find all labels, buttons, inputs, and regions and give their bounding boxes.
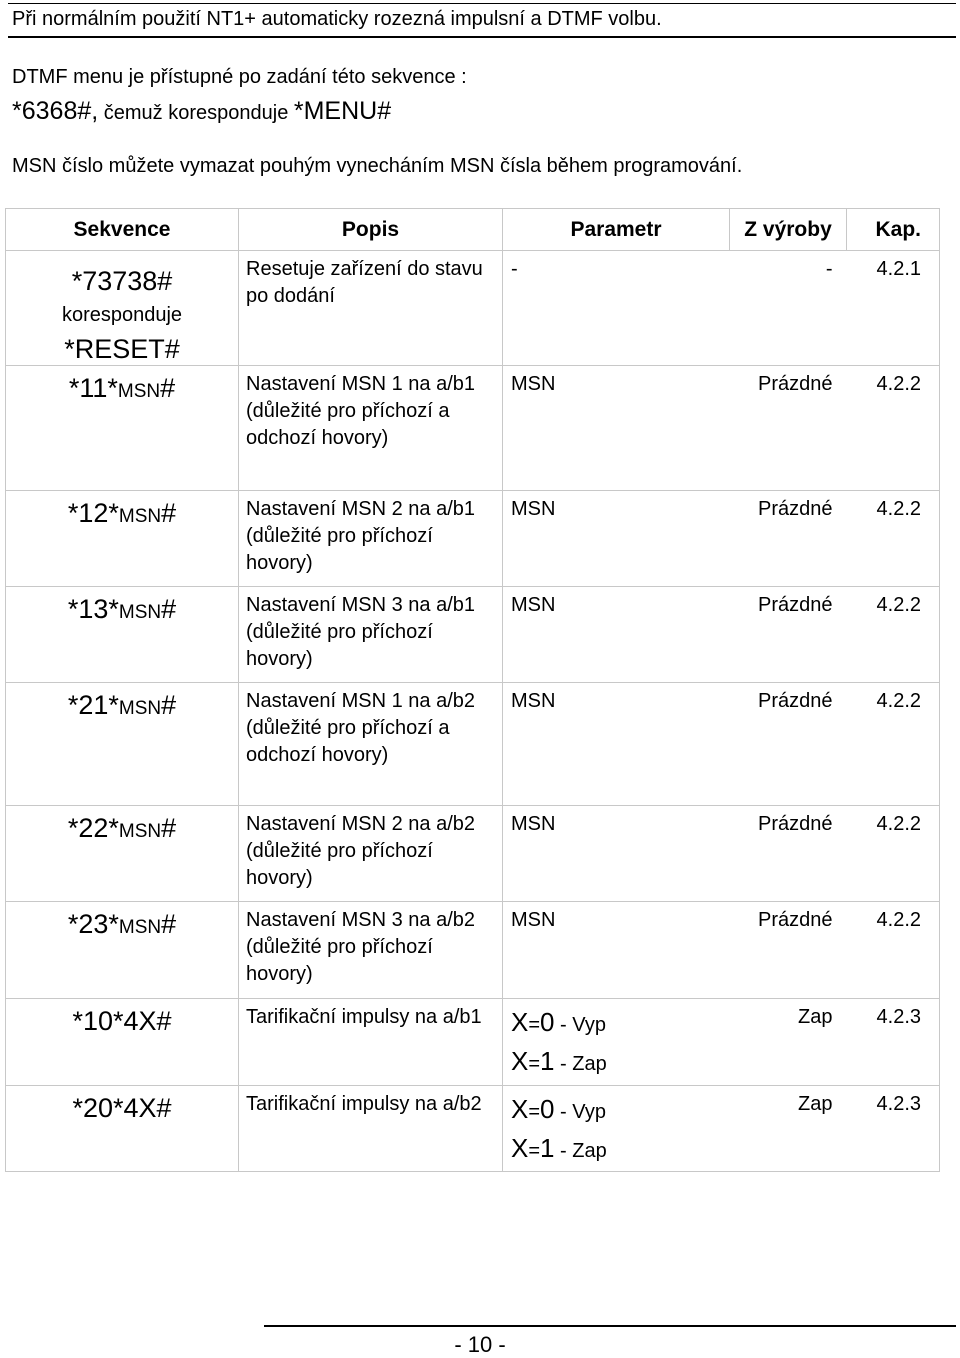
- sequence-cell: [6, 251, 239, 366]
- default-cell: Prázdné: [730, 366, 847, 491]
- code-prefix: *22*: [67, 813, 119, 843]
- menu-code: *MENU#: [293, 97, 392, 125]
- intro-mid-text: čemuž koresponduje: [98, 102, 294, 124]
- header-sequence: Sekvence: [6, 209, 239, 251]
- param-value: 1: [540, 1046, 555, 1076]
- code-prefix: *12*: [67, 498, 119, 528]
- param-eq: =: [528, 1140, 541, 1162]
- sequence-cell: [6, 902, 239, 999]
- default-cell: Zap: [730, 1086, 847, 1172]
- code-suffix: #: [161, 909, 177, 939]
- table-row: [6, 491, 940, 587]
- default-cell: Prázdné: [730, 491, 847, 587]
- parameter-cell: MSN: [503, 366, 730, 491]
- code-prefix: *23*: [67, 909, 119, 939]
- header-text: Při normálním použití NT1+ automaticky rozezná impulsní a DTMF volbu.: [12, 8, 662, 30]
- description-cell: Tarifikační impulsy na a/b2: [239, 1086, 503, 1172]
- code-suffix: #: [161, 498, 177, 528]
- sequence-cell: [6, 806, 239, 902]
- description-cell: Nastavení MSN 2 na a/b1 (důležité pro příchozí hovory): [239, 491, 503, 587]
- param-text: - Vyp: [554, 1014, 606, 1036]
- code-suffix: #: [160, 373, 176, 403]
- parameter-cell: MSN: [503, 806, 730, 902]
- intro-line-3: MSN číslo můžete vymazat pouhým vynecháním MSN čísla během programování.: [12, 155, 743, 177]
- description-cell: Nastavení MSN 3 na a/b1 (důležité pro příchozí hovory): [239, 587, 503, 683]
- param-x: X: [511, 1094, 529, 1124]
- chapter-cell: 4.2.3: [847, 999, 940, 1086]
- param-value: 0: [540, 1007, 555, 1037]
- footer-rule: [264, 1325, 956, 1327]
- parameter-cell: MSN: [503, 587, 730, 683]
- param-x: X: [511, 1133, 529, 1163]
- sequence-cell: [6, 366, 239, 491]
- table-row: [6, 806, 940, 902]
- code-prefix: *13*: [67, 594, 119, 624]
- param-option-1: [511, 1043, 724, 1082]
- parameter-cell: MSN: [503, 491, 730, 587]
- parameter-cell: [503, 999, 730, 1086]
- description-cell: Nastavení MSN 1 na a/b1 (důležité pro příchozí a odchozí hovory): [239, 366, 503, 491]
- code-msn: MSN: [117, 381, 161, 402]
- parameter-cell: MSN: [503, 683, 730, 806]
- code-msn: MSN: [118, 917, 162, 938]
- header-parameter: Parametr: [503, 209, 730, 251]
- default-cell: -: [730, 251, 847, 366]
- description-cell: Resetuje zařízení do stavu po dodání: [239, 251, 503, 366]
- parameter-cell: -: [503, 251, 730, 366]
- table-row: [6, 587, 940, 683]
- default-cell: Zap: [730, 999, 847, 1086]
- header-default: Z výroby: [730, 209, 847, 251]
- intro-line-1: DTMF menu je přístupné po zadání této sekvence :: [12, 66, 467, 88]
- page-number: - 10 -: [454, 1332, 506, 1357]
- param-option-0: [511, 1091, 724, 1130]
- sequence-cell: [6, 491, 239, 587]
- chapter-cell: 4.2.1: [847, 251, 940, 366]
- top-rule: [8, 3, 956, 4]
- code-prefix: *21*: [67, 690, 119, 720]
- description-cell: Nastavení MSN 3 na a/b2 (důležité pro příchozí hovory): [239, 902, 503, 999]
- param-option-1: [511, 1130, 724, 1169]
- code-msn: MSN: [118, 698, 162, 719]
- intro-line-2: [12, 96, 391, 128]
- param-x: X: [511, 1007, 529, 1037]
- table-row: [6, 366, 940, 491]
- code-msn: MSN: [118, 821, 162, 842]
- table-header-row: [6, 209, 940, 251]
- code-suffix: #: [161, 813, 177, 843]
- chapter-cell: 4.2.2: [847, 366, 940, 491]
- description-cell: Nastavení MSN 1 na a/b2 (důležité pro příchozí a odchozí hovory): [239, 683, 503, 806]
- sequence-cell: *20*4X#: [6, 1086, 239, 1172]
- sequence-sub: koresponduje: [61, 304, 183, 326]
- code-msn: MSN: [118, 506, 162, 527]
- default-cell: Prázdné: [730, 902, 847, 999]
- description-cell: Tarifikační impulsy na a/b1: [239, 999, 503, 1086]
- param-value: 0: [540, 1094, 555, 1124]
- param-option-0: [511, 1004, 724, 1043]
- code-suffix: #: [161, 690, 177, 720]
- param-eq: =: [528, 1101, 541, 1123]
- table-row: [6, 1086, 940, 1172]
- sequence-code: *73738#: [71, 266, 173, 296]
- table-row: [6, 251, 940, 366]
- chapter-cell: 4.2.3: [847, 1086, 940, 1172]
- sequence-cell: [6, 587, 239, 683]
- param-value: 1: [540, 1133, 555, 1163]
- param-eq: =: [528, 1014, 541, 1036]
- chapter-cell: 4.2.2: [847, 806, 940, 902]
- sequence-alt: *RESET#: [64, 334, 180, 364]
- dtmf-code: *6368#,: [12, 97, 99, 125]
- parameter-cell: [503, 1086, 730, 1172]
- sequence-cell: [6, 683, 239, 806]
- code-suffix: #: [161, 594, 177, 624]
- chapter-cell: 4.2.2: [847, 683, 940, 806]
- default-cell: Prázdné: [730, 587, 847, 683]
- header-chapter: Kap.: [847, 209, 940, 251]
- page-header: [8, 6, 956, 38]
- param-eq: =: [528, 1053, 541, 1075]
- table-row: [6, 902, 940, 999]
- sequence-cell: *10*4X#: [6, 999, 239, 1086]
- table-row: [6, 683, 940, 806]
- sequence-table: [5, 208, 940, 1172]
- default-cell: Prázdné: [730, 806, 847, 902]
- default-cell: Prázdné: [730, 683, 847, 806]
- param-x: X: [511, 1046, 529, 1076]
- param-text: - Vyp: [554, 1101, 606, 1123]
- description-cell: Nastavení MSN 2 na a/b2 (důležité pro příchozí hovory): [239, 806, 503, 902]
- param-text: - Zap: [554, 1140, 607, 1162]
- chapter-cell: 4.2.2: [847, 491, 940, 587]
- table-row: [6, 999, 940, 1086]
- chapter-cell: 4.2.2: [847, 587, 940, 683]
- param-text: - Zap: [554, 1053, 607, 1075]
- code-msn: MSN: [118, 602, 162, 623]
- code-prefix: *11*: [68, 373, 118, 403]
- header-description: Popis: [239, 209, 503, 251]
- parameter-cell: MSN: [503, 902, 730, 999]
- chapter-cell: 4.2.2: [847, 902, 940, 999]
